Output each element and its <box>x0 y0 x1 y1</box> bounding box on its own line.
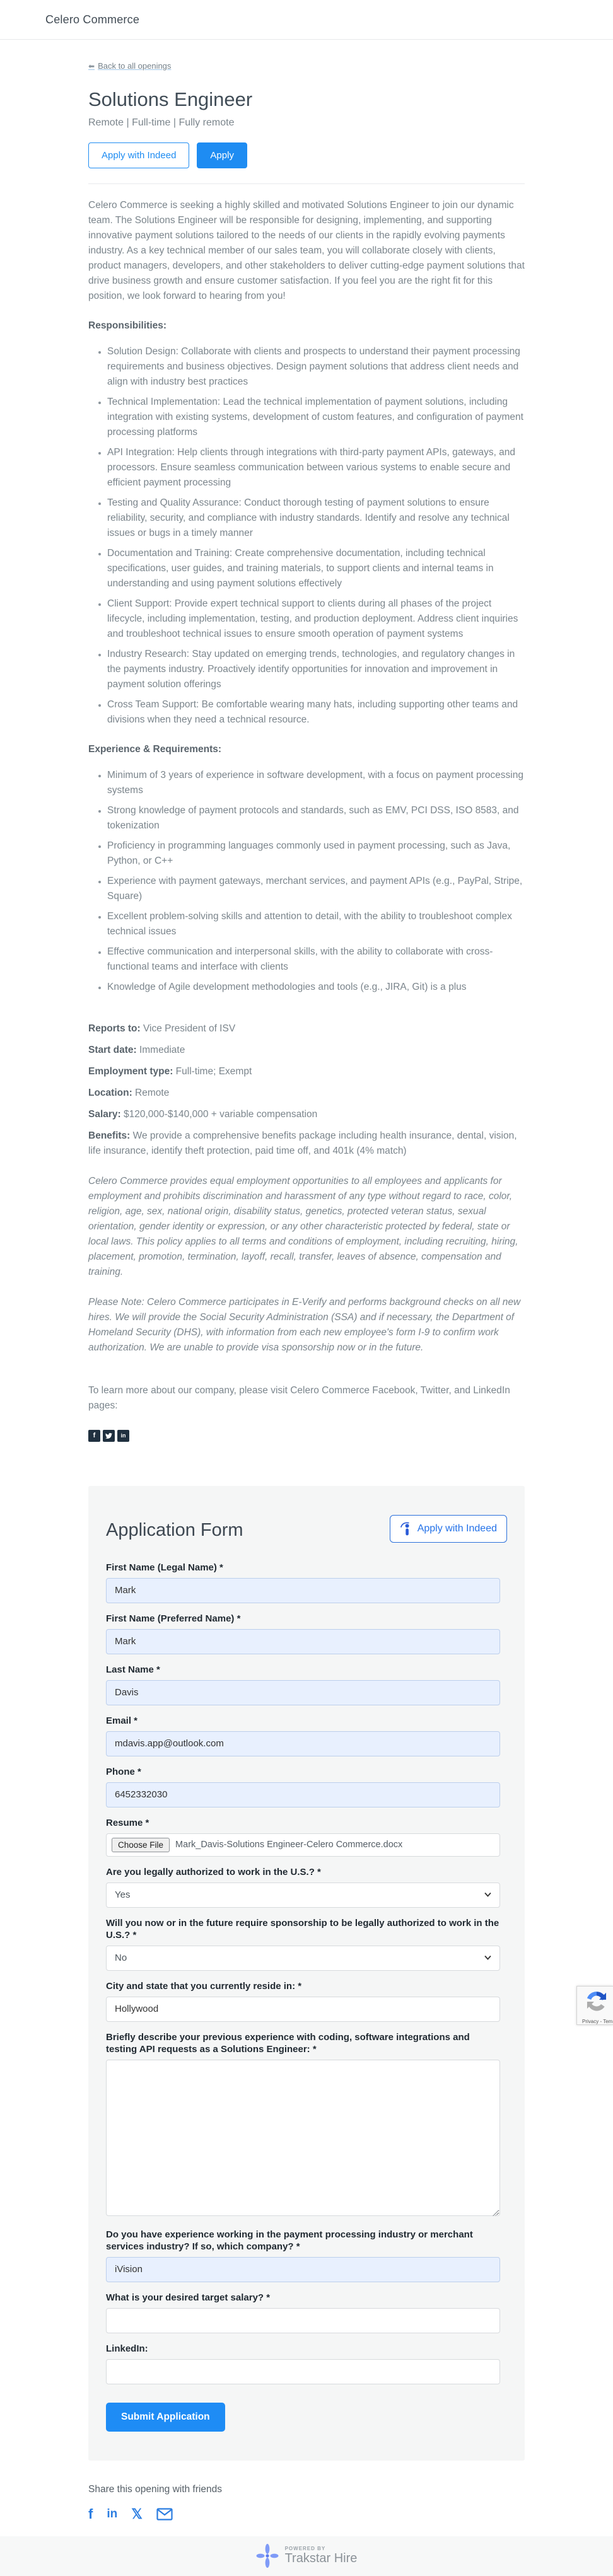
list-item: • Client Support: Provide expert technical support to clients during all phases of the project lifecycle, including implementation, testing, and production deployment. Address client inquiries and troubleshoot technical issues to ensure smooth operation of payment systems <box>107 596 525 642</box>
list-item: • Excellent problem-solving skills and attention to detail, with the ability to troubleshoot complex technical issues <box>107 909 525 939</box>
back-arrow-icon: ⬅ <box>88 61 95 71</box>
share-facebook-icon[interactable]: f <box>88 2505 93 2522</box>
apply-with-indeed-card-button[interactable]: Apply with Indeed <box>390 1515 507 1543</box>
field-first-name-preferred: First Name (Preferred Name) * Mark <box>106 1613 500 1654</box>
job-intro: Celero Commerce is seeking a highly skilled and motivated Solutions Engineer to join our dynamic team. The Solutions Engineer will be responsible for designing, implementing, and supporting innovative payment solutions tailored to the needs of our clients in the rapidly evolving payments industry. As a key technical member of our sales team, you will collaborate closely with clients, product managers, developers, and other stakeholders to deliver cutting-edge payment solutions that drive business growth and ensure customer satisfaction. If you feel you are the right fit for this position, we look forward to hearing from you! <box>88 199 525 301</box>
apply-button-row <box>88 142 525 168</box>
apply-with-indeed-button[interactable]: Apply with Indeed <box>88 142 189 168</box>
footer <box>0 2536 613 2576</box>
list-item: • Industry Research: Stay updated on emerging trends, technologies, and regulatory changes in the payments industry. Proactively identify opportunities for innovation and improvement in payment solution offerings <box>107 647 525 692</box>
field-first-name-legal: First Name (Legal Name) * Mark <box>106 1562 500 1603</box>
detail-location: Location: Remote <box>88 1087 170 1098</box>
field-email: Email * mdavis.app@outlook.com <box>106 1715 500 1756</box>
top-bar <box>0 0 613 40</box>
recaptcha-badge[interactable] <box>576 1986 613 2025</box>
detail-employment-type: Employment type: Full-time; Exempt <box>88 1065 252 1077</box>
city-state-input[interactable] <box>106 1997 500 2022</box>
detail-salary: Salary: $120,000-$140,000 + variable compensation <box>88 1108 318 1120</box>
industry-experience-input[interactable] <box>106 2257 500 2282</box>
responsibilities-heading: Responsibilities: <box>88 320 167 331</box>
requirements-heading: Experience & Requirements: <box>88 743 222 755</box>
first-name-preferred-input[interactable] <box>106 1629 500 1654</box>
submit-application-button[interactable]: Submit Application <box>106 2403 225 2432</box>
linkedin-input[interactable] <box>106 2359 500 2384</box>
field-sponsorship: Will you now or in the future require sponsorship to be legally authorized to work in the U.S.? * No <box>106 1917 500 1971</box>
resume-file-input[interactable] <box>106 1833 500 1857</box>
list-item: • API Integration: Help clients through integrations with third-party payment APIs, gateways, and processors. Ensure seamless communication between various systems to enable secure and efficient payment processing <box>107 445 525 490</box>
trakstar-logo-icon <box>256 2543 279 2568</box>
field-last-name: Last Name * Davis <box>106 1664 500 1705</box>
phone-input[interactable] <box>106 1782 500 1807</box>
field-linkedin: LinkedIn: <box>106 2343 500 2384</box>
email-input[interactable] <box>106 1731 500 1756</box>
recaptcha-privacy-text[interactable]: Privacy - Tem <box>582 2019 613 2024</box>
detail-reports-to: Reports to: Vice President of ISV <box>88 1023 236 1034</box>
list-item: • Technical Implementation: Lead the technical implementation of payment solutions, including integration with existing systems, development of custom features, and configuration of payment processing platforms <box>107 395 525 440</box>
eeo-paragraph: Celero Commerce provides equal employment opportunities to all employees and applicants for employment and prohibits discrimination and harassment of any type without regard to race, color, religion, age, sex, national origin, disability status, genetics, protected veteran status, sexual orientation, gender identity or expression, or any other characteristic protected by federal, state or local laws. This policy applies to all terms and conditions of employment, including recruiting, hiring, placement, promotion, termination, layoff, recall, transfer, leaves of absence, compensation and training. <box>88 1175 518 1277</box>
last-name-input[interactable] <box>106 1680 500 1705</box>
list-item: • Knowledge of Agile development methodologies and tools (e.g., JIRA, Git) is a plus <box>107 980 525 995</box>
share-heading: Share this opening with friends <box>88 2483 222 2495</box>
indeed-icon <box>400 1521 412 1536</box>
list-item: • Proficiency in programming languages commonly used in payment processing, such as Java, Python, or C++ <box>107 838 525 869</box>
social-prompt: To learn more about our company, please visit Celero Commerce Facebook, Twitter, and LinkedIn pages: <box>88 1384 510 1411</box>
field-phone: Phone * 6452332030 <box>106 1766 500 1807</box>
recaptcha-icon <box>585 1990 609 2014</box>
company-social-icons <box>88 1430 525 1442</box>
trakstar-brand: Trakstar Hire <box>284 2551 358 2565</box>
application-form <box>106 1562 500 2432</box>
field-city-state: City and state that you currently reside in: * Hollywood <box>106 1980 500 2022</box>
list-item: • Cross Team Support: Be comfortable wearing many hats, including supporting other teams and divisions when they need a technical resource. <box>107 697 525 728</box>
list-item: • Testing and Quality Assurance: Conduct thorough testing of payment solutions to ensure reliability, security, and compliance with industry standards. Identify and resolve any technical issues or bugs in a timely manner <box>107 496 525 541</box>
application-form-heading: Application Form <box>106 1519 243 1540</box>
field-work-authorized: Are you legally authorized to work in the U.S.? * Yes <box>106 1866 500 1908</box>
detail-benefits: Benefits: We provide a comprehensive benefits package including health insurance, dental, vision, life insurance, identify theft protection, paid time off, and 401k (4% match) <box>88 1130 517 1156</box>
powered-by-label: POWERED BY <box>284 2546 326 2551</box>
share-x-icon[interactable]: 𝕏 <box>131 2505 143 2522</box>
back-link-label: Back to all openings <box>98 61 172 71</box>
divider <box>88 183 525 184</box>
application-form-card <box>88 1486 525 2461</box>
sponsorship-select[interactable] <box>106 1946 500 1971</box>
field-industry-experience: Do you have experience working in the payment processing industry or merchant services industry? If so, which company? * iVision <box>106 2229 500 2282</box>
page-title: Solutions Engineer <box>88 88 253 110</box>
back-to-openings-link[interactable] <box>88 61 171 71</box>
resume-filename: Mark_Davis-Solutions Engineer-Celero Commerce.docx <box>175 1840 403 1850</box>
list-item: • Minimum of 3 years of experience in software development, with a focus on payment processing systems <box>107 768 525 798</box>
apply-button[interactable]: Apply <box>197 142 247 168</box>
experience-description-textarea[interactable] <box>106 2060 500 2216</box>
requirements-list <box>88 768 525 995</box>
everify-paragraph: Please Note: Celero Commerce participates in E-Verify and performs background checks on all new hires. We will provide the Social Security Administration (SSA) and if necessary, the Department of Homeland Security (DHS), with information from each new employee's form I-9 to confirm work authorization. We are unable to provide visa sponsorship now or in the future. <box>88 1296 521 1353</box>
list-item: • Solution Design: Collaborate with clients and prospects to understand their payment processing requirements and business objectives. Design payment solutions that address client needs and align with industry best practices <box>107 344 525 390</box>
list-item: • Experience with payment gateways, merchant services, and payment APIs (e.g., PayPal, Stripe, Square) <box>107 874 525 904</box>
work-authorized-select[interactable] <box>106 1883 500 1908</box>
field-resume: Resume * Choose File Mark_Davis-Solutions Engineer-Celero Commerce.docx <box>106 1817 500 1857</box>
share-section <box>88 2482 525 2521</box>
share-email-icon[interactable] <box>156 2508 173 2521</box>
target-salary-input[interactable] <box>106 2308 500 2333</box>
company-title: Celero Commerce <box>45 13 140 26</box>
share-icons-row <box>88 2507 525 2521</box>
powered-by-block[interactable] <box>256 2543 358 2568</box>
field-target-salary: What is your desired target salary? * <box>106 2292 500 2333</box>
twitter-icon[interactable] <box>103 1430 115 1442</box>
field-experience-description: Briefly describe your previous experience with coding, software integrations and testing API requests as a Solutions Engineer: * <box>106 2031 500 2219</box>
list-item: • Effective communication and interpersonal skills, with the ability to collaborate with cross-functional teams and interface with clients <box>107 944 525 975</box>
list-item: • Documentation and Training: Create comprehensive documentation, including technical specifications, user guides, and training materials, to support clients and internal teams in understanding and using payment solutions effectively <box>107 546 525 591</box>
responsibilities-list <box>88 344 525 728</box>
detail-start-date: Start date: Immediate <box>88 1044 185 1055</box>
card-header <box>106 1515 507 1543</box>
first-name-legal-input[interactable] <box>106 1578 500 1603</box>
linkedin-icon[interactable]: in <box>117 1430 129 1442</box>
list-item: • Strong knowledge of payment protocols and standards, such as EMV, PCI DSS, ISO 8583, and tokenization <box>107 803 525 833</box>
share-linkedin-icon[interactable]: in <box>107 2507 118 2521</box>
facebook-icon[interactable]: f <box>88 1430 100 1442</box>
choose-file-button[interactable]: Choose File <box>112 1838 170 1852</box>
job-meta: Remote | Full-time | Fully remote <box>88 117 235 128</box>
main-column <box>88 40 525 2521</box>
